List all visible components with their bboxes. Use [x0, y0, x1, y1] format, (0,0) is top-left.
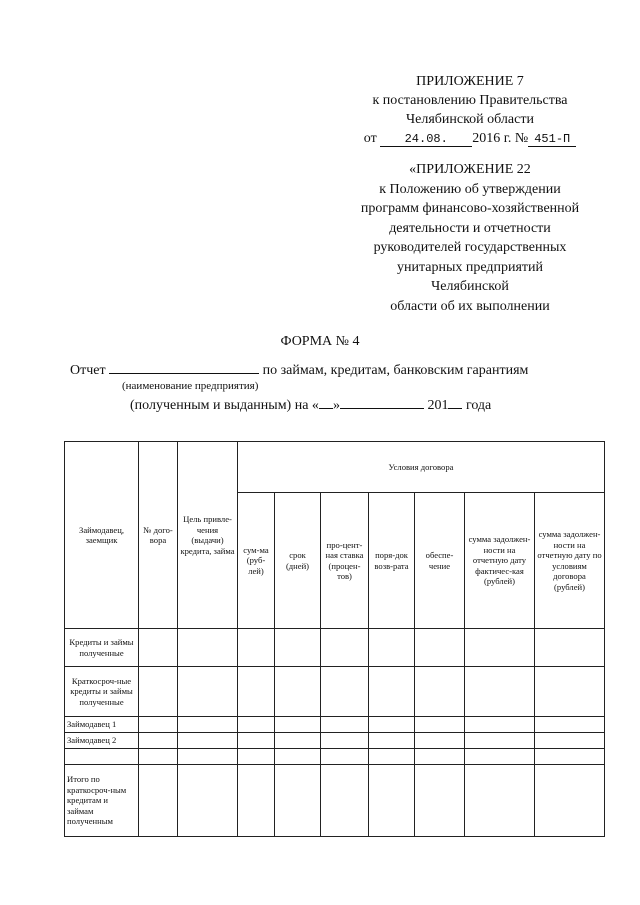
- header-contract-no: № дого-вора: [139, 442, 178, 629]
- enterprise-caption: (наименование предприятия): [122, 380, 259, 392]
- row-label: Итого по краткосроч-ным кредитам и займам полученным: [65, 765, 139, 837]
- day-blank: [319, 394, 333, 409]
- row-label: Кредиты и займы полученные: [65, 629, 139, 667]
- appendix-7-header: [330, 72, 610, 148]
- month-blank: [340, 394, 424, 409]
- appendix-22-line: к Положению об утверждении: [379, 181, 561, 197]
- appendix-22-line: Челябинской: [431, 279, 509, 294]
- report-heading: [70, 359, 590, 415]
- appendix-7-line1: к постановлению Правительства: [372, 93, 568, 108]
- table-row: [65, 765, 605, 837]
- row-label: Займодавец 1: [65, 717, 139, 733]
- appendix-22-header: [330, 160, 610, 316]
- table-row: [65, 667, 605, 717]
- report-line2-end: года: [465, 398, 492, 413]
- appendix-7-line2: Челябинской области: [406, 112, 534, 127]
- appendix-7-date-line: [330, 129, 610, 148]
- header-lender: Займодавец, заемщик: [65, 442, 139, 629]
- report-line-1: [70, 359, 590, 380]
- table-header-row-1: [65, 442, 605, 493]
- form-title: ФОРМА № 4: [280, 334, 360, 349]
- appendix-22-line: руководителей государственных: [373, 240, 567, 255]
- enterprise-name-blank: [109, 359, 259, 374]
- header-repayment-order: поря-док возв-рата: [369, 493, 415, 629]
- report-prefix: Отчет: [70, 363, 106, 378]
- report-line-2: [70, 394, 590, 415]
- report-line2-start: (полученным и выданным) на «: [130, 398, 319, 413]
- report-suffix: по займам, кредитам, банковским гарантиям: [262, 363, 529, 378]
- header-term: срок (дней): [275, 493, 321, 629]
- resolution-number: 451-П: [528, 132, 576, 147]
- table-row: [65, 629, 605, 667]
- loans-table: [64, 441, 605, 837]
- appendix-22-line: программ финансово-хозяйственной: [360, 201, 580, 216]
- header-interest-rate: про-цент-ная ставка (процен-тов): [321, 493, 369, 629]
- date-prefix: от: [363, 131, 377, 146]
- report-line2-year: 201: [427, 398, 449, 413]
- appendix-7-title: ПРИЛОЖЕНИЕ 7: [416, 74, 524, 89]
- appendix-22-line: области об их выполнении: [390, 298, 550, 314]
- header-purpose: Цель привле-чения (выдачи) кредита, займа: [178, 442, 238, 629]
- row-label: [65, 749, 139, 765]
- date-value: 24.08.: [380, 132, 472, 147]
- table-row: [65, 717, 605, 733]
- appendix-22-line: деятельности и отчетности: [389, 220, 551, 236]
- header-collateral: обеспе-чение: [415, 493, 465, 629]
- year-text: 2016 г. №: [472, 131, 529, 146]
- header-conditions: Условия договора: [238, 442, 605, 493]
- appendix-22-title: «ПРИЛОЖЕНИЕ 22: [409, 162, 531, 177]
- header-debt-contract: сумма задолжен-ности на отчетную дату по условиям договора (рублей): [535, 493, 605, 629]
- row-label: Займодавец 2: [65, 733, 139, 749]
- row-label: Краткосроч-ные кредиты и займы полученные: [65, 667, 139, 717]
- report-line2-mid: »: [332, 398, 340, 413]
- table-row: [65, 733, 605, 749]
- appendix-22-line: унитарных предприятий: [396, 259, 544, 275]
- year-blank: [448, 394, 462, 409]
- header-amount: сум-ма (руб-лей): [238, 493, 275, 629]
- header-debt-actual: сумма задолжен-ности на отчетную дату фактичес-кая (рублей): [465, 493, 535, 629]
- table-row: [65, 749, 605, 765]
